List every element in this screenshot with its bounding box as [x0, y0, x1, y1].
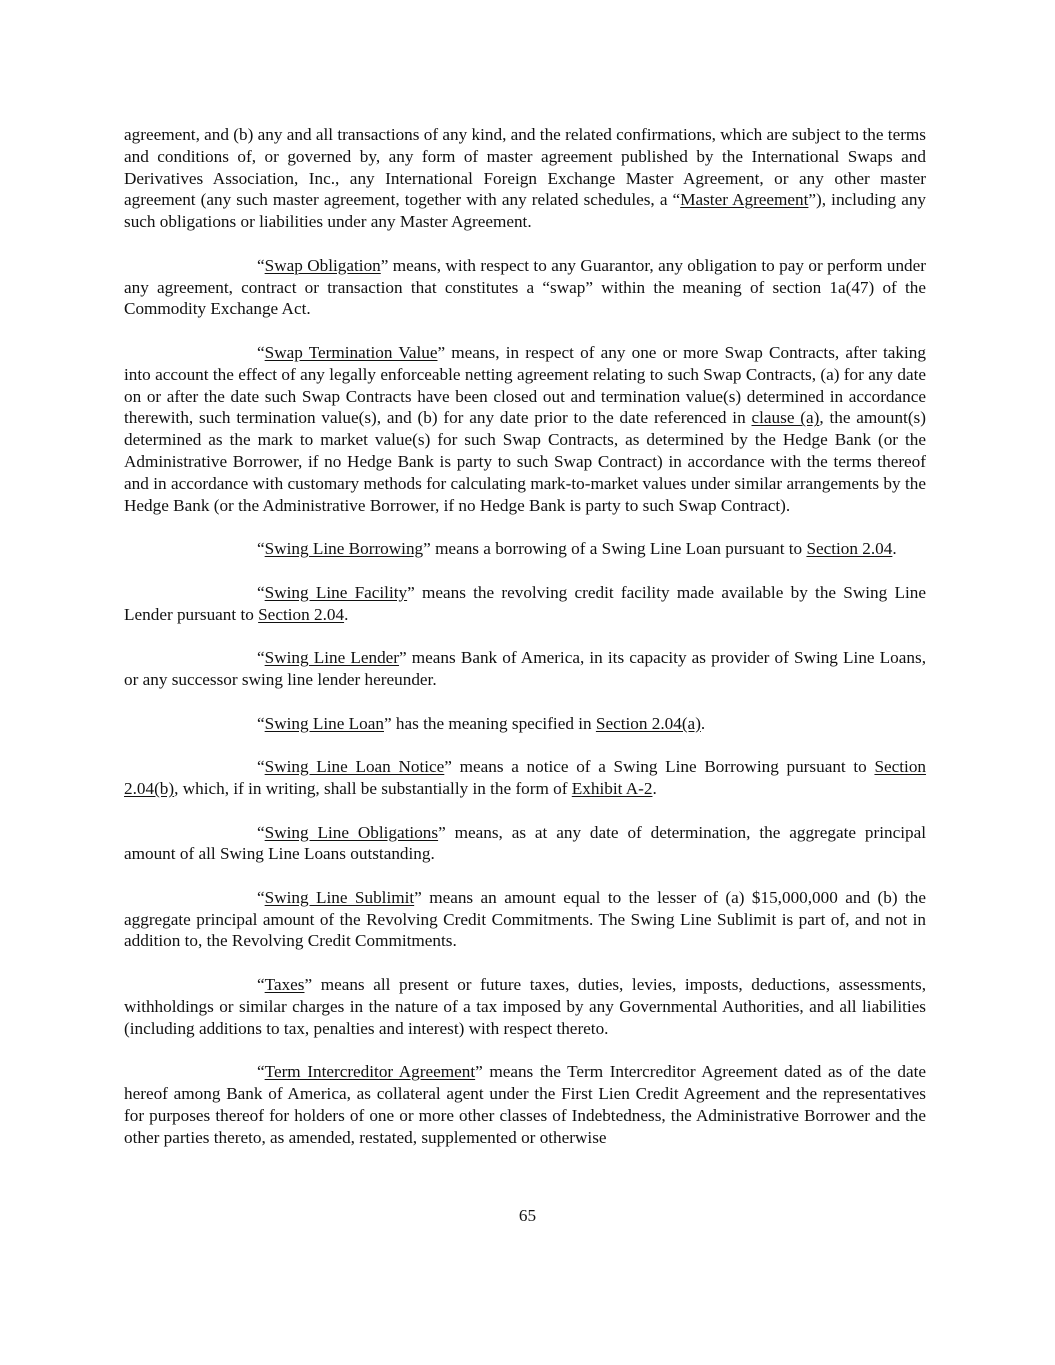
paragraph-swing-line-borrowing — [124, 538, 926, 560]
text-run: ” means a borrowing of a Swing Line Loan pursuant to — [423, 539, 807, 559]
paragraph-taxes — [124, 974, 926, 1039]
defined-term-or-reference: Swing Line Borrowing — [264, 539, 424, 559]
text-run: “ — [257, 713, 265, 733]
defined-term-or-reference: Exhibit A-2 — [571, 778, 653, 798]
defined-term-or-reference: Swing Line Sublimit — [264, 887, 415, 907]
text-run: ” means Bank of America, in its capacity as provider of Swing Line Loans, or any successor swing line lender hereunder. — [124, 648, 926, 689]
text-run: ” means, with respect to any Guarantor, any obligation to pay or perform under any agreement, contract or transaction that constitutes a “swap” within the meaning of section 1a(47) of the Commodity Exchange Act. — [124, 255, 927, 319]
defined-term-or-reference: Swing Line Loan — [264, 713, 384, 733]
text-run: “ — [257, 539, 265, 559]
paragraph-swap-termination-value — [124, 342, 926, 516]
text-run: ” means the revolving credit facility made available by the Swing Line Lender pursuant to — [124, 582, 926, 624]
defined-term-or-reference: Master Agreement — [680, 190, 809, 210]
text-run: . — [700, 713, 706, 733]
defined-term-or-reference: Swing Line Obligations — [264, 822, 439, 842]
defined-term-or-reference: Section 2.04(a) — [595, 713, 701, 733]
text-run: “ — [257, 757, 265, 777]
paragraph-swap-obligation — [124, 255, 926, 320]
text-run: “ — [257, 822, 265, 842]
text-run: “ — [257, 255, 265, 275]
defined-term-or-reference: Section 2.04 — [806, 539, 893, 559]
text-run: ” means the Term Intercreditor Agreement dated as of the date hereof among Bank of America, as collateral agent under the First Lien Credit Agreement and the representatives for purposes thereof for holders of one or more other classes of Indebtedness, the Administrative Borrower and the other parties thereto, as amended, restated, supplemented or otherwise — [124, 1062, 926, 1147]
text-run: , the amount(s) determined as the mark to market value(s) for such Swap Contracts, as determined by the Hedge Bank (or the Administrative Borrower, if no Hedge Bank is party to such Swap Contract) in accordance with the terms thereof and in accordance with customary methods for calculating mark-to-market values under similar arrangements by the Hedge Bank (or the Administrative Borrower, if no Hedge Bank is party to such Swap Contract). — [124, 408, 926, 515]
page-number: 65 — [518, 1206, 537, 1225]
defined-term-or-reference: Section 2.04 — [258, 604, 345, 624]
paragraph-swing-line-sublimit — [124, 887, 926, 952]
text-run: ” means a notice of a Swing Line Borrowing pursuant to — [444, 757, 875, 777]
text-run: . — [892, 539, 897, 559]
text-run: ” means, as at any date of determination, the aggregate principal amount of all Swing Line Loans outstanding. — [124, 822, 926, 864]
defined-term-or-reference: Term Intercreditor Agreement — [264, 1062, 476, 1082]
defined-term-or-reference: Swing Line Lender — [264, 648, 400, 668]
paragraph-continuation — [124, 124, 926, 233]
text-run: . — [344, 604, 349, 624]
text-run: “ — [257, 975, 265, 995]
paragraph-swing-line-loan-notice — [124, 756, 926, 800]
document-body — [124, 124, 926, 1170]
text-run: ” means an amount equal to the lesser of (a) $15,000,000 and (b) the aggregate principal amount of the Revolving Credit Commitments. The Swing Line Sublimit is part of, and not in addition to, the Revolving Credit Commitments. — [124, 887, 926, 951]
paragraph-swing-line-loan — [124, 713, 926, 735]
text-run: “ — [257, 648, 265, 668]
text-run: ” means all present or future taxes, duties, levies, imposts, deductions, assessments, withholdings or similar charges in the nature of a tax imposed by any Governmental Authorities, and all liabilities (including additions to tax, penalties and interest) with respect thereto. — [124, 975, 926, 1038]
defined-term-or-reference: Swap Termination Value — [264, 342, 438, 362]
defined-term-or-reference: clause (a) — [751, 408, 820, 428]
paragraph-swing-line-facility — [124, 582, 926, 626]
defined-term-or-reference: Taxes — [264, 975, 305, 995]
paragraph-swing-line-lender — [124, 647, 926, 691]
text-run: “ — [257, 1062, 265, 1082]
defined-term-or-reference: Section 2.04(b) — [124, 757, 927, 798]
text-run: ”), including any such obligations or liabilities under any Master Agreement. — [124, 190, 927, 232]
text-run: “ — [257, 342, 265, 362]
text-run: “ — [257, 887, 265, 907]
defined-term-or-reference: Swing Line Loan Notice — [264, 757, 445, 777]
paragraph-term-intercreditor-agreement — [124, 1061, 926, 1148]
text-run: ” has the meaning specified in — [383, 713, 596, 733]
text-run: “ — [257, 582, 265, 602]
text-run: agreement, and (b) any and all transactions of any kind, and the related confirmations, which are subject to the terms and conditions of, or governed by, any form of master agreement published by the International Swaps and Derivatives Association, Inc., any International Foreign Exchange Master Agreement, or any other master agreement (any such master agreement, together with any related schedules, a “ — [124, 125, 926, 210]
text-run: , which, if in writing, shall be substantially in the form of — [174, 778, 572, 798]
defined-term-or-reference: Swing Line Facility — [264, 582, 408, 602]
paragraph-swing-line-obligations — [124, 822, 926, 866]
text-run: ” means, in respect of any one or more Swap Contracts, after taking into account the effect of any legally enforceable netting agreement relating to such Swap Contracts, (a) for any date on or after the date such Swap Contracts have been closed out and termination value(s) determined in accordance therewith, such termination value(s), and (b) for any date prior to the date referenced in — [124, 342, 926, 428]
text-run: . — [652, 778, 657, 798]
defined-term-or-reference: Swap Obligation — [264, 255, 381, 275]
